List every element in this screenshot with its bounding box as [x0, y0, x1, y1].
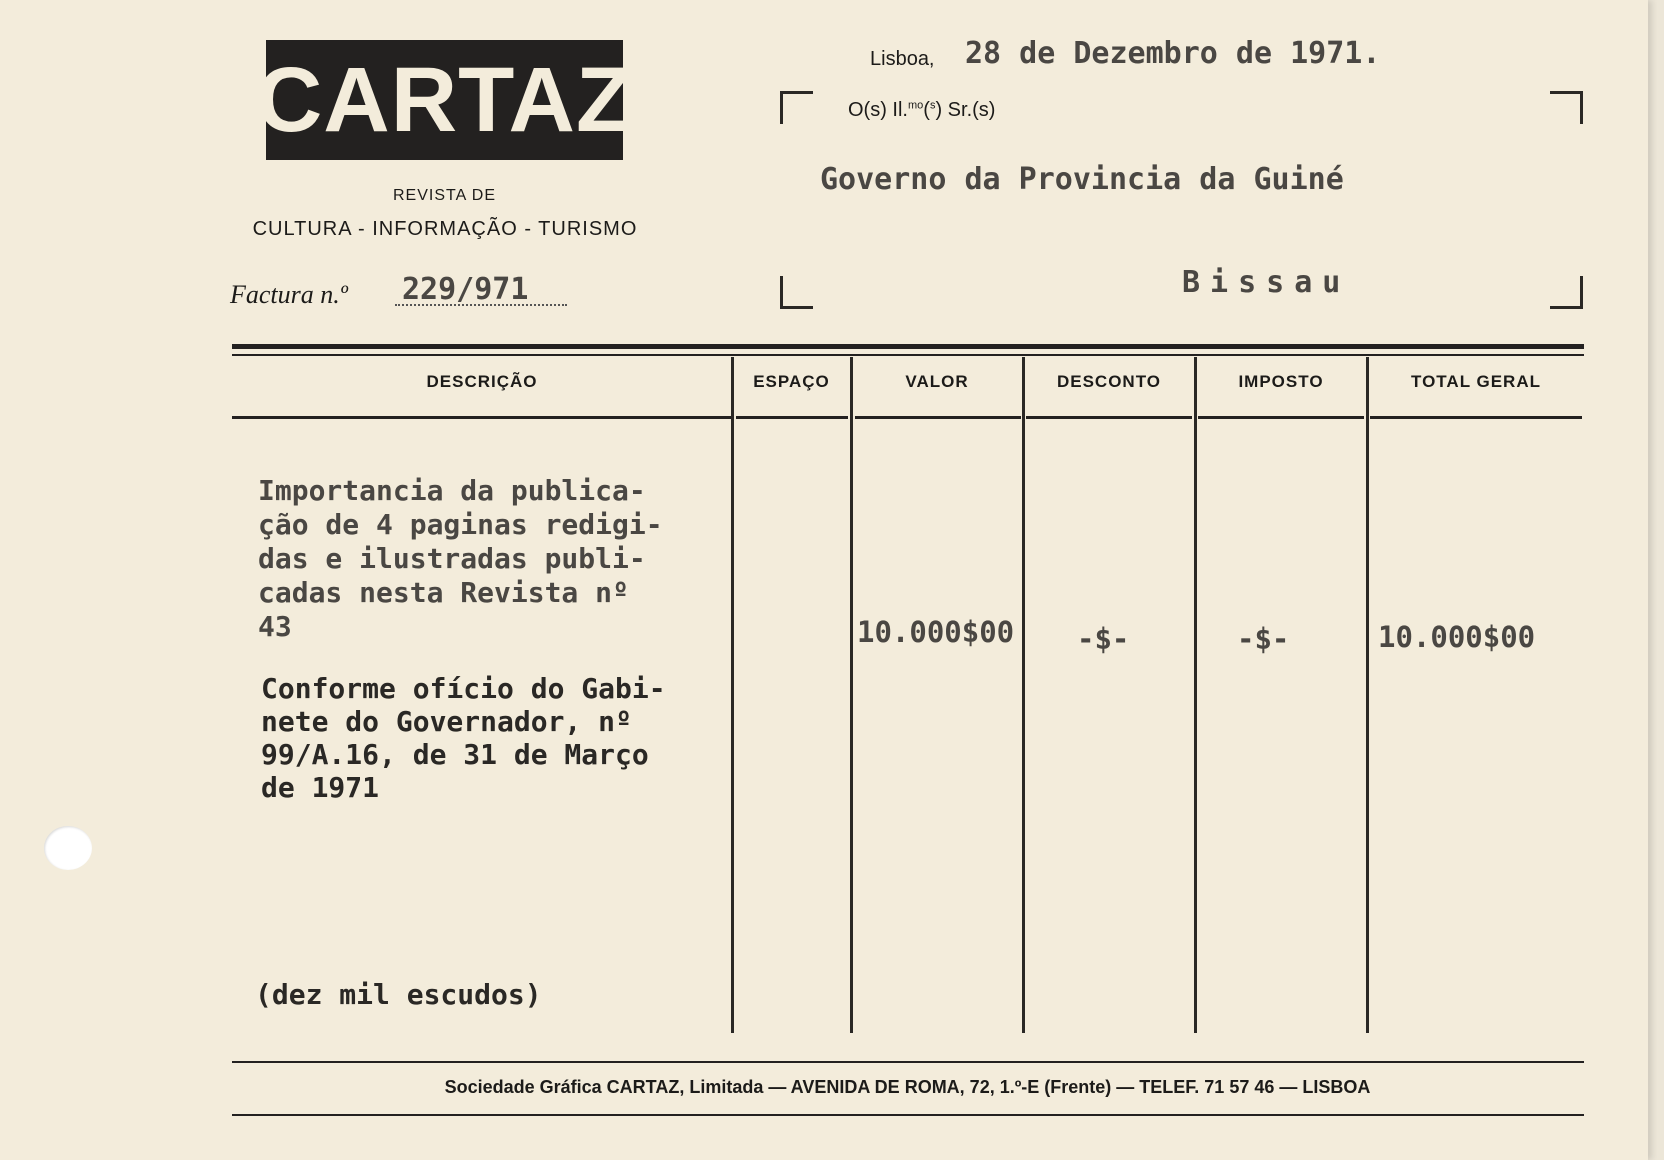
recipient-label [848, 99, 995, 122]
recipient-label-prefix: O(s) Il. [848, 99, 908, 121]
header-underline-valor [855, 416, 1021, 419]
total-geral-amount: 10.000$00 [1378, 620, 1536, 654]
footer-top-rule [232, 1061, 1584, 1063]
recipient-label-sup1: mo [908, 99, 924, 112]
invoice-date: 28 de Dezembro de 1971. [965, 36, 1381, 71]
table-top-thin-rule [232, 354, 1584, 356]
invoice-number-dotted-line [395, 304, 567, 306]
address-corner-bottom-left [780, 276, 813, 309]
valor-amount: 10.000$00 [857, 615, 1015, 649]
line-item-description: Importancia da publica- ção de 4 paginas redigi- das e ilustradas publi- cadas nesta Revista nº 43 [258, 474, 663, 643]
column-header-descricao: DESCRIÇÃO [426, 372, 538, 391]
column-divider-2 [850, 357, 853, 1033]
amount-in-words: (dez mil escudos) [255, 978, 542, 1011]
footer-bottom-rule [232, 1114, 1584, 1116]
address-corner-bottom-right [1550, 276, 1583, 309]
magazine-subtitle: REVISTA DE [392, 187, 497, 204]
column-divider-3 [1022, 357, 1025, 1033]
recipient-label-suffix: ) Sr.(s) [935, 99, 996, 121]
magazine-topics: CULTURA - INFORMAÇÃO - TURISMO [252, 218, 638, 240]
recipient-city: Bissau [1182, 265, 1351, 300]
column-header-espaco: ESPAÇO [753, 372, 830, 391]
imposto-amount: -$- [1237, 622, 1290, 656]
column-header-total-geral: TOTAL GERAL [1411, 372, 1541, 391]
address-corner-top-left [780, 91, 813, 124]
column-divider-4 [1194, 357, 1197, 1033]
header-underline-total [1370, 416, 1582, 419]
punch-hole [44, 826, 92, 870]
address-corner-top-right [1550, 91, 1583, 124]
invoice-label: Factura n.º [230, 280, 348, 309]
column-header-desconto: DESCONTO [1056, 372, 1162, 391]
header-underline-desconto [1026, 416, 1192, 419]
city-label: Lisboa, [870, 48, 935, 70]
column-divider-5 [1366, 357, 1369, 1033]
header-underline-imposto [1198, 416, 1364, 419]
column-divider-1 [731, 357, 734, 1033]
recipient-name: Governo da Provincia da Guiné [820, 162, 1344, 197]
header-underline-descricao [232, 416, 732, 419]
desconto-amount: -$- [1077, 622, 1130, 656]
recipient-label-sup2: s [929, 99, 936, 112]
column-header-imposto: IMPOSTO [1238, 372, 1324, 391]
cartaz-logo: CARTAZ [266, 40, 623, 160]
header-underline-espaco [736, 416, 848, 419]
invoice-number: 229/971 [402, 272, 529, 307]
table-top-thick-rule [232, 344, 1584, 349]
line-item-reference: Conforme ofício do Gabi- nete do Governador, nº 99/A.16, de 31 de Março de 1971 [261, 672, 666, 804]
recipient-label-mid: ( [923, 99, 930, 121]
footer-company-info: Sociedade Gráfica CARTAZ, Limitada — AVENIDA DE ROMA, 72, 1.º-E (Frente) — TELEF. 71 57 46 — LISBOA [444, 1077, 1371, 1097]
column-header-valor: VALOR [905, 372, 969, 391]
